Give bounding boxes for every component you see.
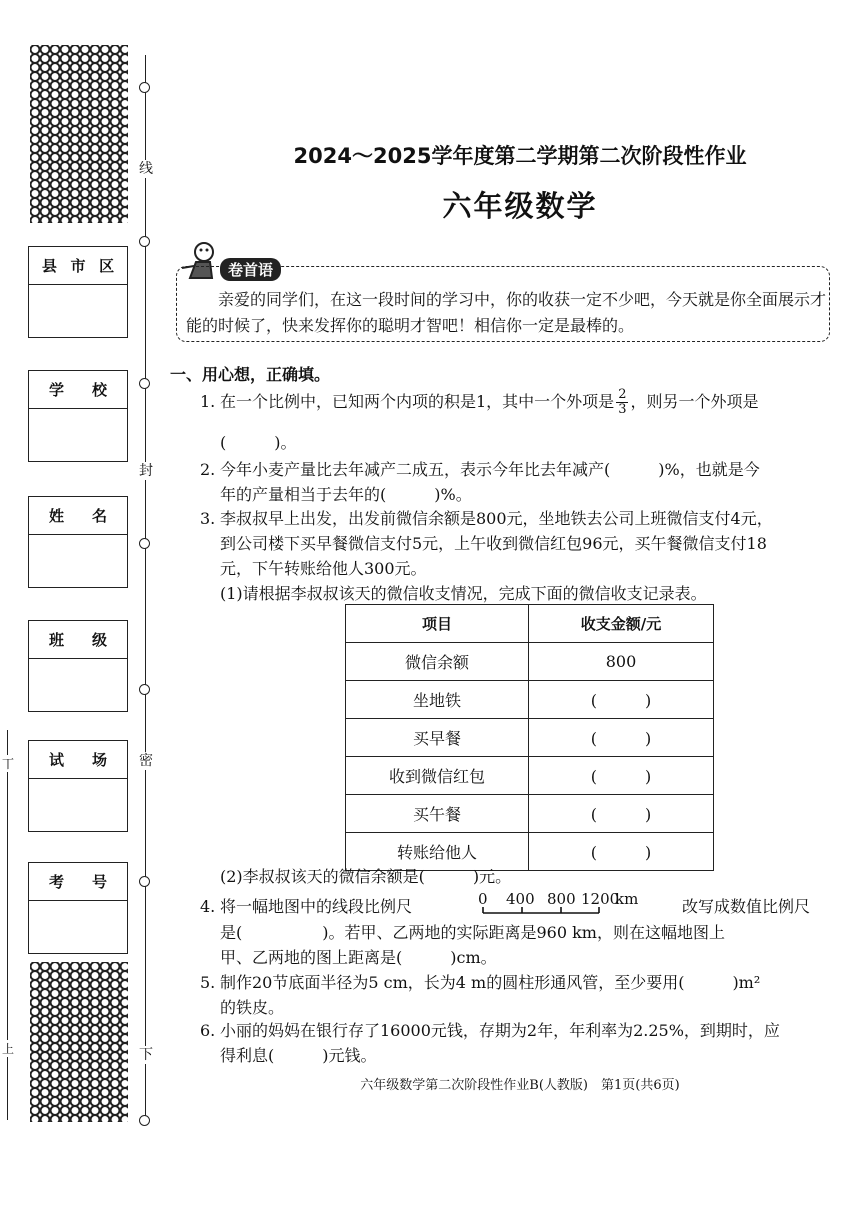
fraction: $\frac{2}{3}$ [618,387,627,417]
binding-ring [139,684,150,695]
line-scale [475,890,639,918]
scale-tick: 400 [506,890,535,908]
page-footer: 六年级数学第二次阶段性作业B(人教版) 第1页(共6页) [360,1078,680,1093]
seal-char-secret: 密 [139,753,153,769]
question-4: 4. 将一幅地图中的线段比例尺 [200,897,413,916]
answer-blank[interactable]: ( ) [529,757,714,795]
field-school[interactable]: 学 校 [28,370,128,462]
table-row: 转账给他人 ( ) [346,833,714,871]
table-header: 收支金额/元 [529,605,714,643]
table-header: 项目 [346,605,529,643]
seal-char-line: 线 [139,161,153,177]
question-2: 2. 今年小麦产量比去年减产二成五，表示今年比去年减产( )%，也就是今 年的产量相当于去年的( )%。 [200,460,760,504]
edge-line [7,730,8,1120]
dot-pattern-top [30,45,128,223]
table-row: 买早餐 ( ) [346,719,714,757]
binding-line [145,55,146,1125]
scale-tick: 0 [478,890,488,908]
answer-blank[interactable]: ( ) [529,795,714,833]
question-6: 6. 小丽的妈妈在银行存了16000元钱，存期为2年，年利率为2.25%，到期时，应 得利息( )元钱。 [200,1021,780,1065]
scale-unit: km [615,890,639,908]
table-row: 坐地铁 ( ) [346,681,714,719]
seal-char-seal: 封 [139,463,153,479]
table-row: 微信余额 800 [346,643,714,681]
scale-tick: 800 [547,890,576,908]
binding-ring [139,876,150,887]
scale-tick: 1200 [581,890,620,908]
field-exam-number[interactable]: 考 号 [28,862,128,954]
wechat-record-table [345,604,714,871]
answer-blank[interactable]: ( ) [529,719,714,757]
field-name[interactable]: 姓 名 [28,496,128,588]
question-1: 1. 在一个比例中，已知两个内项的积是1，其中一个外项是 $\frac{2}{3}$ ，则另一个外项是 [200,387,759,417]
preface-tag: 卷首语 [220,258,281,281]
field-exam-room[interactable]: 试 场 [28,740,128,832]
binding-ring [139,378,150,389]
edge-char-top: 上 [2,1042,15,1056]
answer-blank[interactable]: ( ) [529,833,714,871]
field-county[interactable]: 县 市 区 [28,246,128,338]
table-row: 买午餐 ( ) [346,795,714,833]
question-1-blank[interactable]: ( )。 [220,433,297,452]
question-3: 3. 李叔叔早上出发，出发前微信余额是800元，坐地铁去公司上班微信支付4元， 到公司楼下买早餐微信支付5元，上午收到微信红包96元，买午餐微信支付18 元，下午转账给他人300元。 (1)请根据李叔叔该天的微信收支情况，完成下面的微信收支记录表。 [200,509,773,603]
table-row: 收到微信红包 ( ) [346,757,714,795]
question-3-sub2: (2)李叔叔该天的微信余额是( )元。 [220,867,512,886]
preface-text: 亲爱的同学们，在这一段时间的学习中，你的收获一定不少吧，今天就是你全面展示才能的时候了，快来发挥你的聪明才智吧！相信你一定是最棒的。 [186,290,827,335]
answer-blank[interactable]: ( ) [529,681,714,719]
binding-ring [139,538,150,549]
question-4-cont: 是( )。若甲、乙两地的实际距离是960 km，则在这幅地图上 甲、乙两地的图上距离是( )cm。 [220,923,725,967]
exam-title: 2024～2025学年度第二学期第二次阶段性作业 [293,144,747,168]
table-header-row [346,605,714,643]
dot-pattern-bottom [30,962,128,1122]
section-title: 一、用心想，正确填。 [170,365,331,384]
seal-char-down: 下 [139,1047,153,1063]
binding-ring [139,236,150,247]
subject-title: 六年级数学 [442,189,598,223]
binding-ring [139,82,150,93]
edge-char-mid: 丅 [2,757,15,771]
binding-ring [139,1115,150,1126]
question-5: 5. 制作20节底面半径为5 cm，长为4 m的圆柱形通风管，至少要用( )m² 的铁皮。 [200,973,761,1017]
question-4-text-b: 改写成数值比例尺 [682,897,811,916]
field-class[interactable]: 班 级 [28,620,128,712]
